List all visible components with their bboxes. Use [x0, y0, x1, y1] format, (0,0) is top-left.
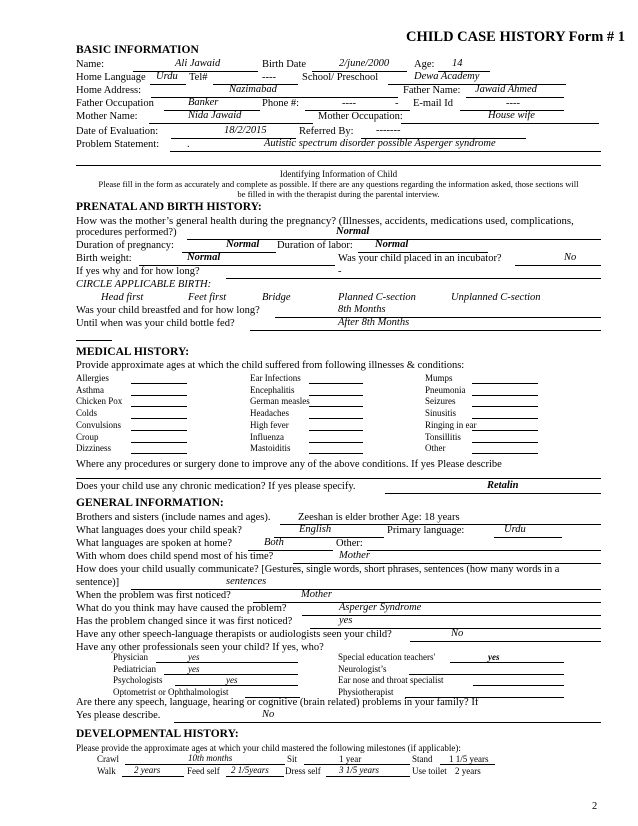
birth-option-feet-first[interactable]: Feet first	[188, 292, 227, 303]
professional-value[interactable]: yes	[226, 675, 238, 685]
family-problems-line	[174, 722, 601, 723]
family-problems-label-cont: Yes please describe.	[76, 710, 161, 721]
condition-age-field[interactable]	[309, 453, 363, 454]
age-label: Age:	[414, 59, 435, 70]
condition-age-field[interactable]	[309, 406, 363, 407]
labor-duration-value[interactable]: Normal	[375, 239, 409, 250]
mother-health-question: How was the mother’s general health during the pregnancy? (Illnesses, accidents, medications used, complications,	[76, 215, 574, 227]
medication-label: Does your child use any chronic medication? If yes please specify.	[76, 481, 356, 492]
how-long-label: If yes why and for how long?	[76, 266, 200, 277]
condition-label: Pneumonia	[425, 385, 466, 395]
breastfed-line	[275, 317, 601, 318]
problem-dot: .	[187, 139, 190, 150]
condition-age-field[interactable]	[472, 395, 538, 396]
condition-label: Other	[425, 443, 446, 453]
how-long-line	[226, 278, 601, 279]
feed-self-line	[226, 776, 284, 777]
condition-label: Colds	[76, 408, 98, 418]
professional-line	[450, 662, 564, 663]
toilet-label: Use toilet	[412, 766, 447, 776]
dress-self-line	[326, 776, 410, 777]
noticed-label: When the problem was first noticed?	[76, 590, 231, 601]
father-occupation-value[interactable]: Banker	[188, 97, 219, 108]
condition-age-field[interactable]	[309, 442, 363, 443]
identifying-title: Identifying Information of Child	[279, 169, 398, 179]
bottle-fed-label: Until when was your child bottle fed?	[76, 318, 235, 329]
evaluation-date-label: Date of Evaluation:	[76, 126, 159, 137]
professional-label: Physician	[113, 652, 148, 662]
identifying-instructions-line2: be filled in with the therapist during the parental interview.	[237, 189, 440, 199]
bottle-fed-value[interactable]: After 8th Months	[338, 317, 410, 328]
family-problems-label: Are there any speech, language, hearing or cognitive (brain related) problems in your family? If	[76, 697, 479, 708]
tel-label: Tel#	[189, 72, 208, 83]
breastfed-label: Was your child breastfed and for how long?	[76, 305, 260, 316]
condition-label: Asthma	[76, 385, 104, 395]
languages-value[interactable]: English	[299, 524, 332, 535]
condition-label: Convulsions	[76, 420, 122, 430]
condition-age-field[interactable]	[309, 418, 363, 419]
other-language-line	[367, 550, 601, 551]
professional-label: Pediatrician	[113, 664, 156, 674]
stand-line	[440, 764, 495, 765]
condition-label: High fever	[250, 420, 289, 430]
cause-label: What do you think may have caused the problem?	[76, 603, 287, 614]
labor-duration-label: Duration of labor:	[277, 240, 353, 251]
therapists-line	[410, 641, 601, 642]
medication-value[interactable]: Retalin	[487, 480, 519, 491]
professional-label: Ear nose and throat specialist	[338, 675, 444, 685]
medication-line	[385, 493, 601, 494]
mother-health-value[interactable]: Normal	[336, 226, 370, 237]
condition-label: Encephalitis	[250, 385, 295, 395]
email-label: E-mail Id	[413, 98, 453, 109]
divider	[76, 165, 601, 166]
address-label: Home Address:	[76, 85, 142, 96]
condition-age-field[interactable]	[131, 383, 187, 384]
communicate-question: How does your child usually communicate? [Gestures, single words, short phrases, sentences (how many words in a	[76, 564, 560, 575]
home-languages-label: What languages are spoken at home?	[76, 538, 232, 549]
spend-time-label: With whom does child spend most of his time?	[76, 551, 274, 562]
dress-self-value[interactable]: 3 1/5 years	[339, 765, 379, 775]
cause-value[interactable]: Asperger Syndrome	[339, 602, 422, 613]
professional-line	[473, 685, 564, 686]
breastfed-value[interactable]: 8th Months	[338, 304, 386, 315]
condition-label: German measles	[250, 396, 310, 406]
condition-label: Tonsillitis	[425, 432, 461, 442]
condition-age-field[interactable]	[131, 395, 187, 396]
birth-weight-value[interactable]: Normal	[187, 252, 221, 263]
mother-occupation-label: Mother Occupation:	[318, 111, 403, 122]
mother-name-label: Mother Name:	[76, 111, 138, 122]
condition-age-field[interactable]	[131, 406, 187, 407]
condition-age-field[interactable]	[472, 442, 538, 443]
noticed-value[interactable]: Mother	[301, 589, 332, 600]
email-value[interactable]: ----	[506, 98, 520, 109]
professional-value[interactable]: yes	[188, 664, 200, 674]
condition-label: Influenza	[250, 432, 284, 442]
condition-label: Dizziness	[76, 443, 111, 453]
home-languages-value[interactable]: Both	[264, 537, 284, 548]
pregnancy-duration-value[interactable]: Normal	[226, 239, 260, 250]
dress-self-label: Dress self	[285, 766, 321, 776]
general-heading: GENERAL INFORMATION:	[76, 497, 224, 509]
walk-label: Walk	[97, 766, 116, 776]
circle-birth-label: CIRCLE APPLICABLE BIRTH:	[76, 279, 212, 290]
address-value[interactable]: Nazimabad	[229, 84, 277, 95]
professional-line	[175, 685, 298, 686]
medical-intro: Provide approximate ages at which the child suffered from following illnesses & conditions:	[76, 360, 465, 371]
therapists-label: Have any other speech-language therapists or audiologists seen your child?	[76, 629, 392, 640]
referred-by-value[interactable]: -------	[376, 125, 401, 136]
developmental-intro: Please provide the approximate ages at which your child mastered the following milestones (if applicable):	[76, 743, 461, 753]
noticed-line	[253, 602, 601, 603]
father-name-value[interactable]: Jawaid Ahmed	[475, 84, 537, 95]
condition-age-field[interactable]	[309, 383, 363, 384]
condition-age-field[interactable]	[472, 453, 538, 454]
birth-option-unplanned-c-section[interactable]: Unplanned C-section	[451, 292, 541, 303]
condition-label: Mumps	[425, 373, 453, 383]
incubator-label: Was your child placed in an incubator?	[338, 253, 502, 264]
condition-label: Sinusitis	[425, 408, 457, 418]
condition-label: Chicken Pox	[76, 396, 123, 406]
condition-age-field[interactable]	[472, 418, 538, 419]
procedures-question: Where any procedures or surgery done to improve any of the above conditions. If yes Please describe	[76, 459, 502, 470]
page-number: 2	[592, 801, 598, 812]
identifying-instructions-line1: Please fill in the form as accurately and complete as possible. If there are any questions regarding the information asked, those sections will	[98, 179, 579, 189]
mother-occupation-value[interactable]: House wife	[488, 110, 535, 121]
condition-age-field[interactable]	[472, 430, 538, 431]
bottle-fed-line	[250, 330, 601, 331]
professionals-label: Have any other professionals seen your child? If yes, who?	[76, 642, 324, 653]
condition-age-field[interactable]	[131, 418, 187, 419]
birth-weight-label: Birth weight:	[76, 253, 132, 264]
name-value[interactable]: Ali Jawaid	[175, 58, 221, 69]
primary-language-label: Primary language:	[387, 525, 465, 536]
communicate-value[interactable]: sentences	[226, 576, 267, 587]
condition-age-field[interactable]	[309, 430, 363, 431]
siblings-label: Brothers and sisters (include names and ages).	[76, 512, 271, 523]
primary-language-value[interactable]: Urdu	[504, 524, 526, 535]
condition-label: Mastoiditis	[250, 443, 291, 453]
tel-value[interactable]: ----	[262, 72, 276, 83]
mother-name-line	[149, 123, 313, 124]
how-long-value[interactable]: -	[338, 266, 342, 277]
condition-age-field[interactable]	[472, 406, 538, 407]
mother-occupation-line	[401, 123, 599, 124]
condition-age-field[interactable]	[131, 442, 187, 443]
professional-label: Physiotherapist	[338, 687, 394, 697]
father-name-label: Father Name:	[403, 85, 461, 96]
phone-value[interactable]: ----	[342, 98, 356, 109]
condition-age-field[interactable]	[309, 395, 363, 396]
mother-health-question-cont: procedures performed?)	[76, 227, 177, 238]
toilet-value[interactable]: 2 years	[455, 766, 481, 776]
name-label: Name:	[76, 59, 104, 70]
pregnancy-duration-label: Duration of pregnancy:	[76, 240, 174, 251]
birthdate-value[interactable]: 2/june/2000	[339, 58, 390, 69]
birthdate-label: Birth Date	[262, 59, 307, 70]
other-language-label: Other:	[336, 538, 363, 549]
school-value[interactable]: Dewa Academy	[414, 71, 480, 82]
birth-option-head-first[interactable]: Head first	[101, 292, 144, 303]
walk-value[interactable]: 2 years	[134, 765, 161, 775]
crawl-value[interactable]: 10th months	[188, 753, 233, 763]
therapists-value[interactable]: No	[451, 628, 464, 639]
condition-label: Headaches	[250, 408, 289, 418]
problem-statement-label: Problem Statement:	[76, 139, 160, 150]
changed-value[interactable]: yes	[339, 615, 353, 626]
changed-label: Has the problem changed since it was first noticed?	[76, 616, 293, 627]
primary-language-line	[494, 537, 562, 538]
referred-by-label: Referred By:	[299, 126, 354, 137]
home-language-value[interactable]: Urdu	[156, 71, 178, 82]
developmental-heading: DEVELOPMENTAL HISTORY:	[76, 728, 239, 740]
condition-label: Ringing in ear	[425, 420, 477, 430]
home-language-line	[150, 84, 186, 85]
spend-time-value[interactable]: Mother	[339, 550, 370, 561]
communicate-question-cont: sentence)]	[76, 577, 120, 588]
phone-dash: -	[395, 98, 399, 109]
problem-statement-value[interactable]: Autistic spectrum disorder possible Asperger syndrome	[264, 138, 496, 149]
feed-self-value[interactable]: 2 1/5years	[231, 765, 269, 775]
condition-label: Allergies	[76, 373, 109, 383]
short-divider	[76, 340, 112, 341]
condition-label: Croup	[76, 432, 99, 442]
professional-label: Special education teachers'	[338, 652, 436, 662]
sit-value[interactable]: 1 year	[339, 754, 362, 764]
mother-name-value[interactable]: Nida Jawaid	[188, 110, 242, 121]
form-title: CHILD CASE HISTORY Form # 1	[406, 29, 626, 45]
home-language-label: Home Language	[76, 72, 146, 83]
incubator-line	[515, 265, 601, 266]
stand-label: Stand	[412, 754, 433, 764]
father-occupation-label: Father Occupation	[76, 98, 154, 109]
siblings-value[interactable]: Zeeshan is elder brother Age: 18 years	[298, 512, 460, 523]
sit-label: Sit	[287, 754, 298, 764]
professional-line	[156, 662, 298, 663]
condition-label: Seizures	[425, 396, 456, 406]
procedures-line	[76, 478, 601, 479]
languages-line	[274, 537, 384, 538]
professional-label: Optometrist or Ophthalmologist	[113, 687, 229, 697]
professional-label: Psychologists	[113, 675, 163, 685]
professional-value[interactable]: yes	[488, 652, 500, 662]
age-value[interactable]: 14	[452, 58, 463, 69]
languages-label: What languages does your child speak?	[76, 525, 242, 536]
professional-label: Neurologist’s	[338, 664, 387, 674]
phone-label: Phone #:	[262, 98, 300, 109]
birth-option-planned-c-section[interactable]: Planned C-section	[338, 292, 416, 303]
medical-heading: MEDICAL HISTORY:	[76, 346, 190, 358]
condition-age-field[interactable]	[131, 453, 187, 454]
family-problems-value[interactable]: No	[262, 709, 275, 720]
feed-self-label: Feed self	[187, 766, 220, 776]
prenatal-heading: PRENATAL AND BIRTH HISTORY:	[76, 201, 262, 213]
crawl-label: Crawl	[97, 754, 119, 764]
incubator-value[interactable]: No	[564, 252, 577, 263]
stand-value[interactable]: 1 1/5 years	[449, 754, 489, 764]
walk-line	[122, 776, 184, 777]
school-label: School/ Preschool	[302, 72, 379, 83]
basic-info-heading: BASIC INFORMATION	[76, 44, 199, 56]
condition-label: Ear Infections	[250, 373, 301, 383]
birth-option-bridge[interactable]: Bridge	[262, 292, 291, 303]
evaluation-date-value[interactable]: 18/2/2015	[224, 125, 267, 136]
professional-value[interactable]: yes	[188, 652, 200, 662]
condition-age-field[interactable]	[472, 383, 538, 384]
condition-age-field[interactable]	[131, 430, 187, 431]
problem-statement-line	[170, 151, 601, 152]
